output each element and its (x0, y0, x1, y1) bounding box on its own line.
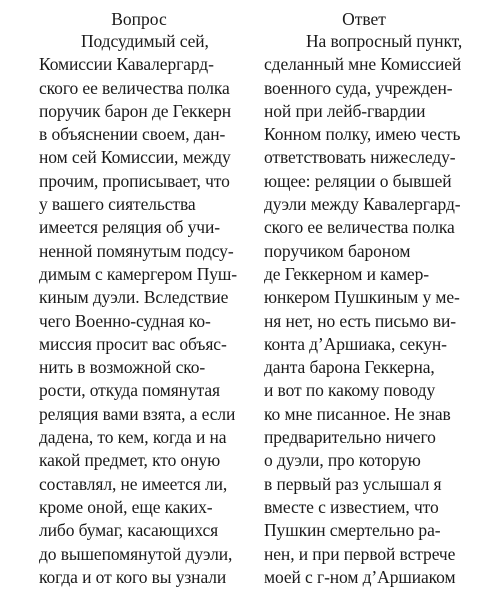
answer-line: ющее: реляции о бывшей (264, 170, 452, 191)
question-line: миссия просит вас объяс- (39, 333, 227, 354)
question-line: рости, откуда помянутая (39, 380, 220, 401)
answer-line: и вот по какому поводу (264, 380, 436, 401)
question-line: ненной помянутым подсу- (39, 240, 234, 261)
answer-line: данта барона Геккерна, (264, 357, 435, 378)
question-line: Подсудимый сей, (81, 31, 209, 51)
question-line: кроме оной, еще каких- (39, 496, 213, 517)
answer-heading: Ответ (342, 9, 386, 29)
answer-line: де Геккерном и камер- (264, 263, 429, 284)
question-line: дадена, то кем, когда и на (39, 427, 227, 448)
answer-column (264, 8, 464, 589)
question-column (39, 8, 239, 589)
answer-line: Конном полку, имею честь (264, 124, 461, 145)
answer-text (264, 30, 464, 589)
answer-line: вместе с известием, что (264, 496, 439, 517)
question-heading: Вопрос (111, 9, 167, 29)
answer-line: дуэли между Кавалергард- (264, 194, 461, 215)
answer-line: юнкером Пушкиным у ме- (264, 287, 460, 308)
answer-line: ной при лейб-гвардии (264, 100, 426, 121)
question-line: киным дуэли. Вследствие (39, 287, 229, 308)
question-line: какой предмет, кто оную (39, 450, 221, 471)
question-text (39, 30, 239, 589)
answer-line: военного суда, учрежден- (264, 77, 453, 98)
question-line: составлял, не имеется ли, (39, 473, 228, 494)
question-line: когда и от кого вы узнали (39, 566, 227, 587)
question-line: в объяснении своем, дан- (39, 124, 226, 145)
question-line: реляция вами взята, а если (39, 403, 236, 424)
answer-line: ко мне писанное. Не знав (264, 403, 451, 424)
answer-line: моей с г-ном д’Аршиаком (264, 566, 456, 587)
question-line: чего Военно-судная ко- (39, 310, 211, 331)
question-line: до вышепомянутой дуэли, (39, 543, 233, 564)
question-line: димым с камергером Пуш- (39, 263, 238, 284)
answer-line: о дуэли, про которую (264, 450, 421, 471)
question-line: нить в возможной ско- (39, 357, 206, 378)
answer-line: ответствовать нижеследу- (264, 147, 456, 168)
question-line: ского ее величества полка (39, 77, 230, 98)
question-line: у вашего сиятельства (39, 194, 196, 215)
question-line: прочим, прописывает, что (39, 170, 230, 191)
question-line: поручик барон де Геккерн (39, 100, 231, 121)
answer-line: поручиком бароном (264, 240, 411, 261)
question-line: либо бумаг, касающихся (39, 520, 219, 541)
question-line: Комиссии Кавалергард- (39, 54, 214, 75)
answer-line: Пушкин смертельно ра- (264, 520, 441, 541)
answer-line: нен, и при первой встрече (264, 543, 456, 564)
question-line: ном сей Комиссии, между (39, 147, 231, 168)
answer-line: На вопросный пункт, (306, 31, 463, 51)
answer-line: ского ее величества полка (264, 217, 455, 238)
answer-line: предварительно ничего (264, 427, 436, 448)
answer-line: в первый раз услышал я (264, 473, 442, 494)
question-line: имеется реляция об учи- (39, 217, 220, 238)
answer-line: ня нет, но есть письмо ви- (264, 310, 457, 331)
answer-line: конта д’Аршиака, секун- (264, 333, 447, 354)
answer-line: сделанный мне Комиссией (264, 54, 462, 75)
